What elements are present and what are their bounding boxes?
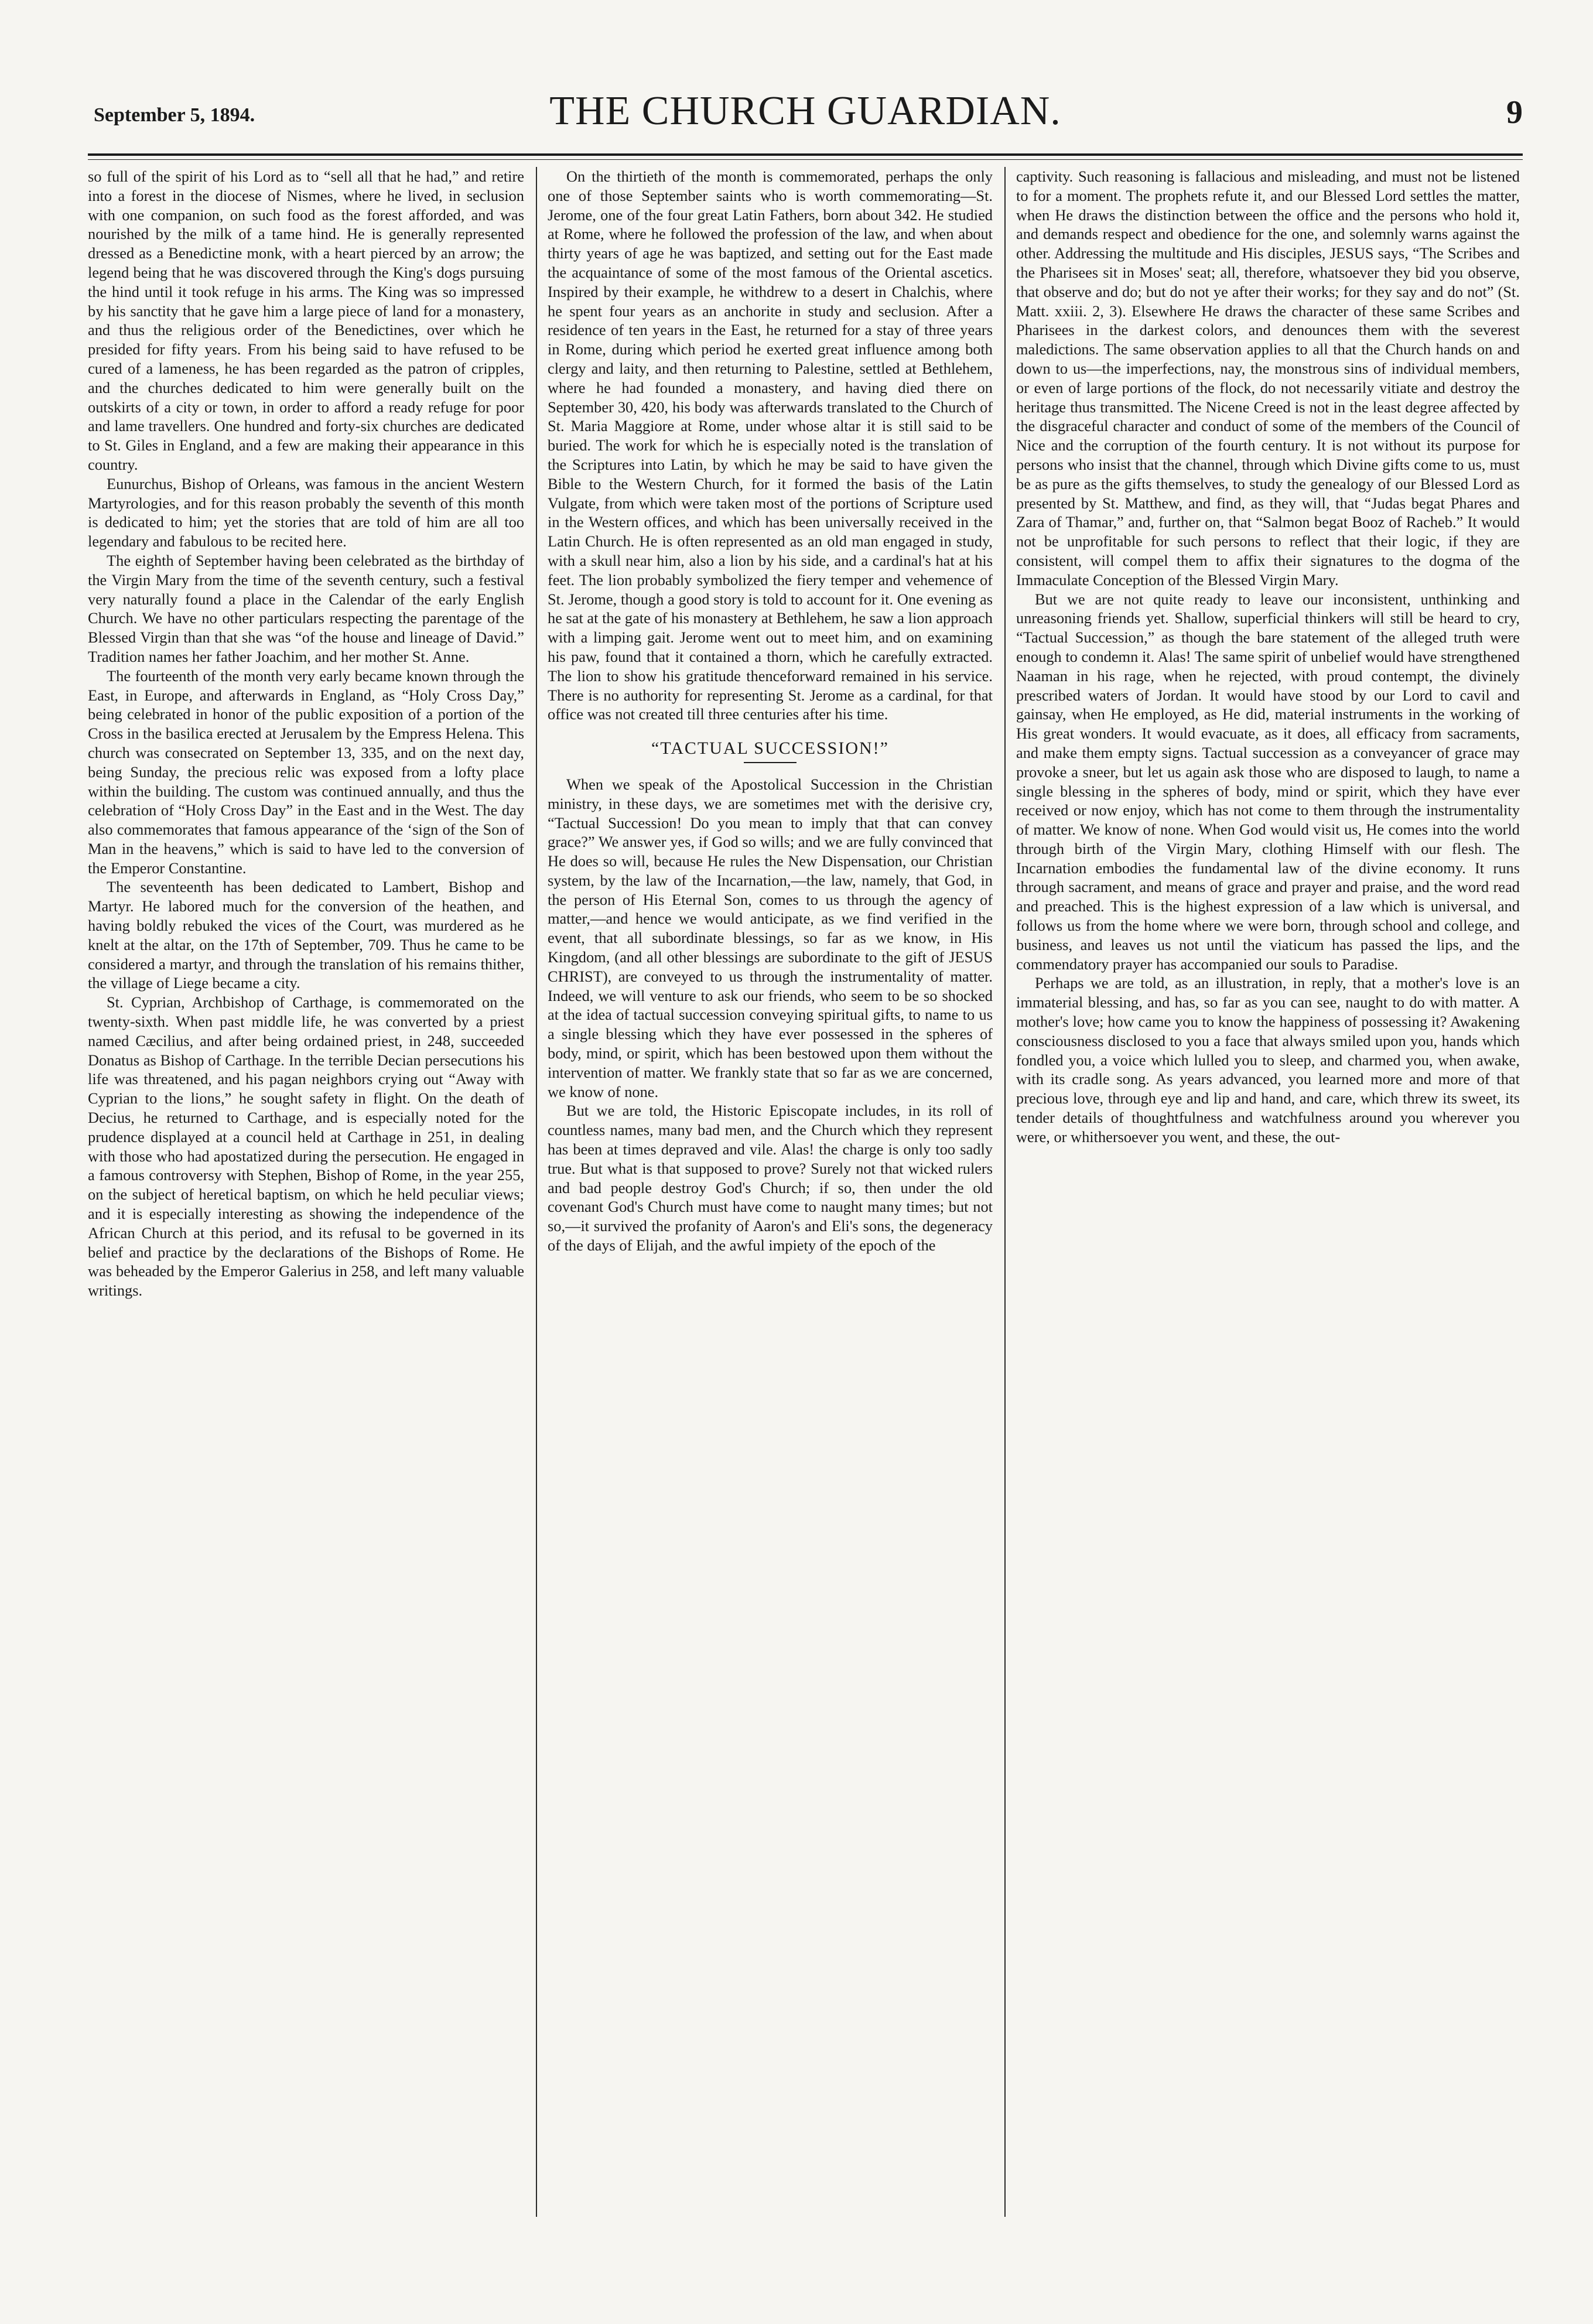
paragraph: St. Cyprian, Archbishop of Carthage, is commemorated on the twenty-sixth. When past middle life, he was converted by a priest named Cæcilius, and after being ordained priest, in 248, succeeded Donatus as Bishop of Carthage. In the terrible Decian persecutions his life was threatened, and his pagan neighbors crying out “Away with Cyprian to the lions,” he sought safety in flight. On the death of Decius, he returned to Carthage, and is especially noted for the prudence displayed at a council held at Carthage in 251, in dealing with those who had apostatized during the persecution. He engaged in a famous controversy with Stephen, Bishop of Rome, in the year 255, on the subject of heretical baptism, on which he held peculiar views; and it is especially interesting as showing the independence of the African Church at this period, and its refusal to be governed in its belief and practice by the declarations of the Bishops of Rome. He was beheaded by the Emperor Galerius in 258, and left many valuable writings.	[88, 993, 524, 1300]
heading-rule	[744, 762, 796, 763]
paragraph: But we are not quite ready to leave our inconsistent, unthinking and unreasoning friends yet. Shallow, superficial thinkers will still be heard to cry, “Tactual Succession,” as though the bare statement of the alleged truth were enough to condemn it. Alas! The same spirit of unbelief would have strengthened Naaman in his rage, when he rejected, with proud contempt, the divinely prescribed waters of Jordan. It would have stood by our Lord to cavil and gainsay, when He employed, as He did, material instruments in the working of His great wonders. It would evacuate, as it does, all efficacy from sacraments, and make them empty signs. Tactual succession as a conveyancer of grace may provoke a sneer, but let us again ask those who are disposed to laugh, to name a single blessing in the spheres of body, mind or spirit, which they have ever received or now enjoy, which has not come to them through the instrumentality of matter. We know of none. When God would visit us, He comes into the world through birth of the Virgin Mary, clothing Himself with our flesh. The Incarnation embodies the fundamental law of the divine economy. It runs through sacrament, and means of grace and prayer and praise, and the word read and preached. This is the highest expression of a law which is universal, and follows us from the home where we were born, through school and college, and business, and leaves us not until the viaticum has passed the lips, and the commendatory prayer has accompanied our souls to Paradise.	[1016, 590, 1520, 973]
paragraph: The eighth of September having been celebrated as the birthday of the Virgin Mary from the time of the seventh century, such a festival very naturally found a place in the Calendar of the early English Church. We have no other particulars respecting the parentage of the Blessed Virgin than that she was “of the house and lineage of David.” Tradition names her father Joachim, and her mother St. Anne.	[88, 551, 524, 665]
masthead	[88, 88, 1523, 152]
column-divider	[1004, 167, 1006, 2217]
paragraph: On the thirtieth of the month is commemorated, perhaps the only one of those September saints who is worth commemorating—St. Jerome, one of the four great Latin Fathers, born about 342. He studied at Rome, where he followed the profession of the law, and when about thirty years of age he was baptized, and setting out for the East made the acquaintance of some of the most famous of the Oriental ascetics. Inspired by their example, he withdrew to a desert in Chalchis, where he spent four years as an anchorite in study and seclusion. After a residence of ten years in the East, he returned for a stay of three years in Rome, during which period he exerted great influence among both clergy and laity, and then returning to Palestine, settled at Bethlehem, where he had founded a monastery, and having died there on September 30, 420, his body was afterwards translated to the Church of St. Maria Maggiore at Rome, under whose altar it is still said to be buried. The work for which he is especially noted is the translation of the Scriptures into Latin, by which he may be said to have given the Bible to the Western Church, for it formed the basis of the Latin Vulgate, from which were taken most of the portions of Scripture used in the Western offices, and which has been universally received in the Latin Church. He is often represented as an old man engaged in study, with a skull near him, also a lion by his side, and a cardinal's hat at his feet. The lion probably symbolized the fiery temper and vehemence of St. Jerome, though a good story is told to account for it. One evening as he sat at the gate of his monastery at Bethlehem, he saw a lion approach with a limping gait. Jerome went out to meet him, and on examining his paw, found that it contained a thorn, which he carefully extracted. The lion to show his gratitude thenceforward remained in his service. There is no authority for representing St. Jerome as a cardinal, for that office was not created till three centuries after his time.	[548, 168, 993, 723]
paragraph: But we are told, the Historic Episcopate includes, in its roll of countless names, many bad men, and the Church which they represent has been at times depraved and vile. Alas! the charge is only too sadly true. But what is that supposed to prove? Surely not that wicked rulers and bad people destroy God's Church; if so, then under the old covenant God's Church must have come to naught many times; but not so,—it survived the profanity of Aaron's and Eli's sons, the degeneracy of the days of Elijah, and the awful impiety of the epoch of the	[548, 1102, 993, 1255]
column-2	[548, 167, 993, 2275]
column-1	[88, 167, 524, 2275]
paragraph: The fourteenth of the month very early became known through the East, in Europe, and afterwards in England, as “Holy Cross Day,” being celebrated in honor of the public exposition of a portion of the Cross in the basilica erected at Jerusalem by the Empress Helena. This church was consecrated on September 13, 335, and on the next day, being Sunday, the precious relic was exposed from a lofty place within the building. The custom was continued annually, and thus the celebration of “Holy Cross Day” in the East and in the West. The day also commemorates that famous appearance of the ‘sign of the Son of Man in the heavens,” which is said to have led to the conversion of the Emperor Constantine.	[88, 667, 524, 877]
masthead-rule-thin	[88, 159, 1523, 160]
paragraph: Eunurchus, Bishop of Orleans, was famous in the ancient Western Martyrologies, and for this reason probably the seventh of this month is dedicated to him; yet the stories that are told of him are all too legendary and fabulous to be recited here.	[88, 474, 524, 551]
column-3	[1016, 167, 1520, 2275]
section-heading: “TACTUAL SUCCESSION!”	[651, 739, 889, 758]
paragraph: so full of the spirit of his Lord as to “sell all that he had,” and retire into a forest in the diocese of Nismes, where he lived, in seclusion with one companion, on such food as the forest afforded, and was nourished by the milk of a tame hind. He is generally represented dressed as a Benedictine monk, with a heart pierced by an arrow; the legend being that he was discovered through the King's dogs pursuing the hind until it took refuge in his arms. The King was so impressed by his sanctity that he gave him a large piece of land for a monastery, and thus the religious order of the Benedictines, over which he presided for fifty years. From his being said to have refused to be cured of a lameness, he has been regarded as the patron of cripples, and the churches dedicated to him were generally built on the outskirts of a city or town, in order to afford a ready refuge for poor and lame travellers. One hundred and forty-six churches are dedicated to St. Giles in England, and a few are making their appearance in this country.	[88, 168, 524, 473]
column-divider	[536, 167, 537, 2217]
issue-date: September 5, 1894.	[94, 104, 255, 126]
newspaper-title: THE CHURCH GUARDIAN.	[549, 88, 1061, 134]
paragraph: When we speak of the Apostolical Succession in the Christian ministry, in these days, we are sometimes met with the derisive cry, “Tactual Succession! Do you mean to imply that that can convey grace?” We answer yes, if God so wills; and we are fully convinced that He does so will, because He rules the New Dispensation, our Christian system, by the law of the Incarnation,—the law, namely, that God, in the person of His Eternal Son, comes to us through the agency of matter,—and hence we would anticipate, as we find verified in the event, that all subordinate blessings, so far as we know, in His Kingdom, (and all other blessings are subordinate to the gift of JESUS CHRIST), are conveyed to us through the instrumentality of matter. Indeed, we will venture to ask our friends, who seem to be so shocked at the idea of tactual succession conveying spiritual gifts, to name to us a single blessing which they have ever possessed in the spheres of body, mind, or spirit, which has been bestowed upon them without the intervention of matter. We frankly state that so far as we are concerned, we know of none.	[548, 775, 993, 1101]
masthead-rule	[88, 153, 1523, 156]
page-number: 9	[1506, 94, 1523, 131]
paragraph: captivity. Such reasoning is fallacious and misleading, and must not be listened to for a moment. The prophets refute it, and our Blessed Lord settles the matter, when He draws the distinction between the office and the persons who hold it, and demands respect and obedience for the one, and solemnly warns against the other. Addressing the multitude and His disciples, JESUS says, “The Scribes and the Pharisees sit in Moses' seat; all, therefore, whatsoever they bid you observe, that observe and do; but do not ye after their works; for they say and do not” (St. Matt. xxiii. 2, 3). Elsewhere He draws the character of these same Scribes and Pharisees in the darkest colors, and denounces them with the severest maledictions. The same observation applies to all that the Church hands on and down to us—the imperfections, nay, the monstrous sins of individual members, or even of large portions of the flock, do not necessarily vitiate and destroy the heritage thus transmitted. The Nicene Creed is not in the least degree affected by the disgraceful character and conduct of some of the members of the Council of Nice and the corruption of the fourth century. It is not without its purpose for persons who insist that the channel, through which Divine gifts come to us, must be as pure as the gifts themselves, to study the genealogy of our Blessed Lord as presented by St. Matthew, and find, as they will, that “Judas begat Phares and Zara of Thamar,” and, further on, that “Salmon begat Booz of Racheb.” It would not be unprofitable for such persons to reflect that their logic, if they are consistent, will compel them to affix their signatures to the dogma of the Immaculate Conception of the Blessed Virgin Mary.	[1016, 168, 1520, 589]
paragraph: The seventeenth has been dedicated to Lambert, Bishop and Martyr. He labored much for the conversion of the heathen, and having boldly rebuked the vices of the Court, was murdered as he knelt at the altar, on the 17th of September, 709. Thus he came to be considered a martyr, and through the translation of his remains thither, the village of Liege became a city.	[88, 878, 524, 992]
paragraph: Perhaps we are told, as an illustration, in reply, that a mother's love is an immaterial blessing, and has, so far as you can see, naught to do with matter. A mother's love; how came you to know the happiness of possessing it? Awakening consciousness disclosed to you a face that always smiled upon you, hands which fondled you, a voice which lulled you to sleep, and charmed you, when awake, with its cradle song. As years advanced, you learned more and more of that precious love, through eye and lip and hand, and care, which threw its sweet, its tender details of thoughtfulness and watchfulness around you wherever you were, or whithersoever you went, and these, the out-	[1016, 974, 1520, 1146]
